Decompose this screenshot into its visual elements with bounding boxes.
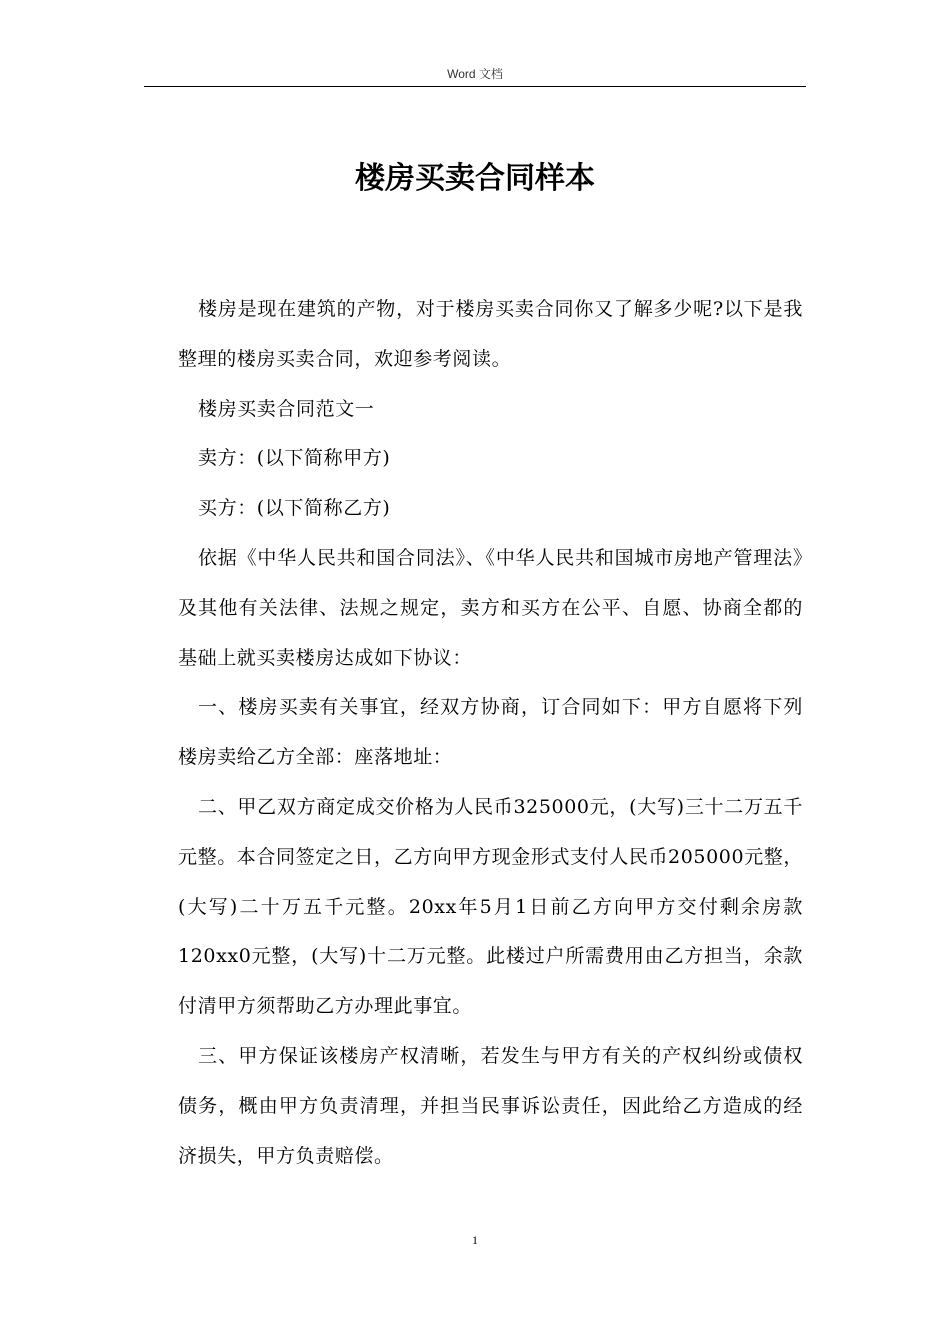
document-title: 楼房买卖合同样本	[355, 161, 595, 196]
paragraph-intro: 楼房是现在建筑的产物，对于楼房买卖合同你又了解多少呢?以下是我整理的楼房买卖合同，欢迎参考阅读。	[178, 298, 803, 370]
paragraph-seller: 卖方：(以下简称甲方)	[198, 447, 391, 470]
paragraph-clause-1: 一、楼房买卖有关事宜，经双方协商，订合同如下：甲方自愿将下列楼房卖给乙方全部：座落地址：	[178, 696, 803, 769]
paragraph-buyer: 买方：(以下简称乙方)	[198, 497, 391, 520]
header-divider	[144, 86, 806, 87]
document-body	[178, 285, 803, 1181]
page-number: 1	[472, 1233, 478, 1247]
paragraph-legal-basis: 依据《中华人民共和国合同法》、《中华人民共和国城市房地产管理法》及其他有关法律、法规之规定，卖方和买方在公平、自愿、协商全都的基础上就买卖楼房达成如下协议：	[178, 546, 803, 669]
page-header-label: Word 文档	[447, 67, 503, 81]
paragraph-clause-3: 三、甲方保证该楼房产权清晰，若发生与甲方有关的产权纠纷或债权债务，概由甲方负责清理，并担当民事诉讼责任，因此给乙方造成的经济损失，甲方负责赔偿。	[178, 1044, 803, 1167]
paragraph-sample-heading: 楼房买卖合同范文一	[198, 397, 375, 420]
paragraph-clause-2: 二、甲乙双方商定成交价格为人民币325000元，(大写)三十二万五千元整。本合同签定之日，乙方向甲方现金形式支付人民币205000元整，(大写)二十万五千元整。20xx年5月1日前乙方向甲方交付剩余房款120xx0元整，(大写)十二万元整。此楼过户所需费用由乙方担当，余款付清甲方须帮助乙方办理此事宜。	[178, 795, 803, 1018]
